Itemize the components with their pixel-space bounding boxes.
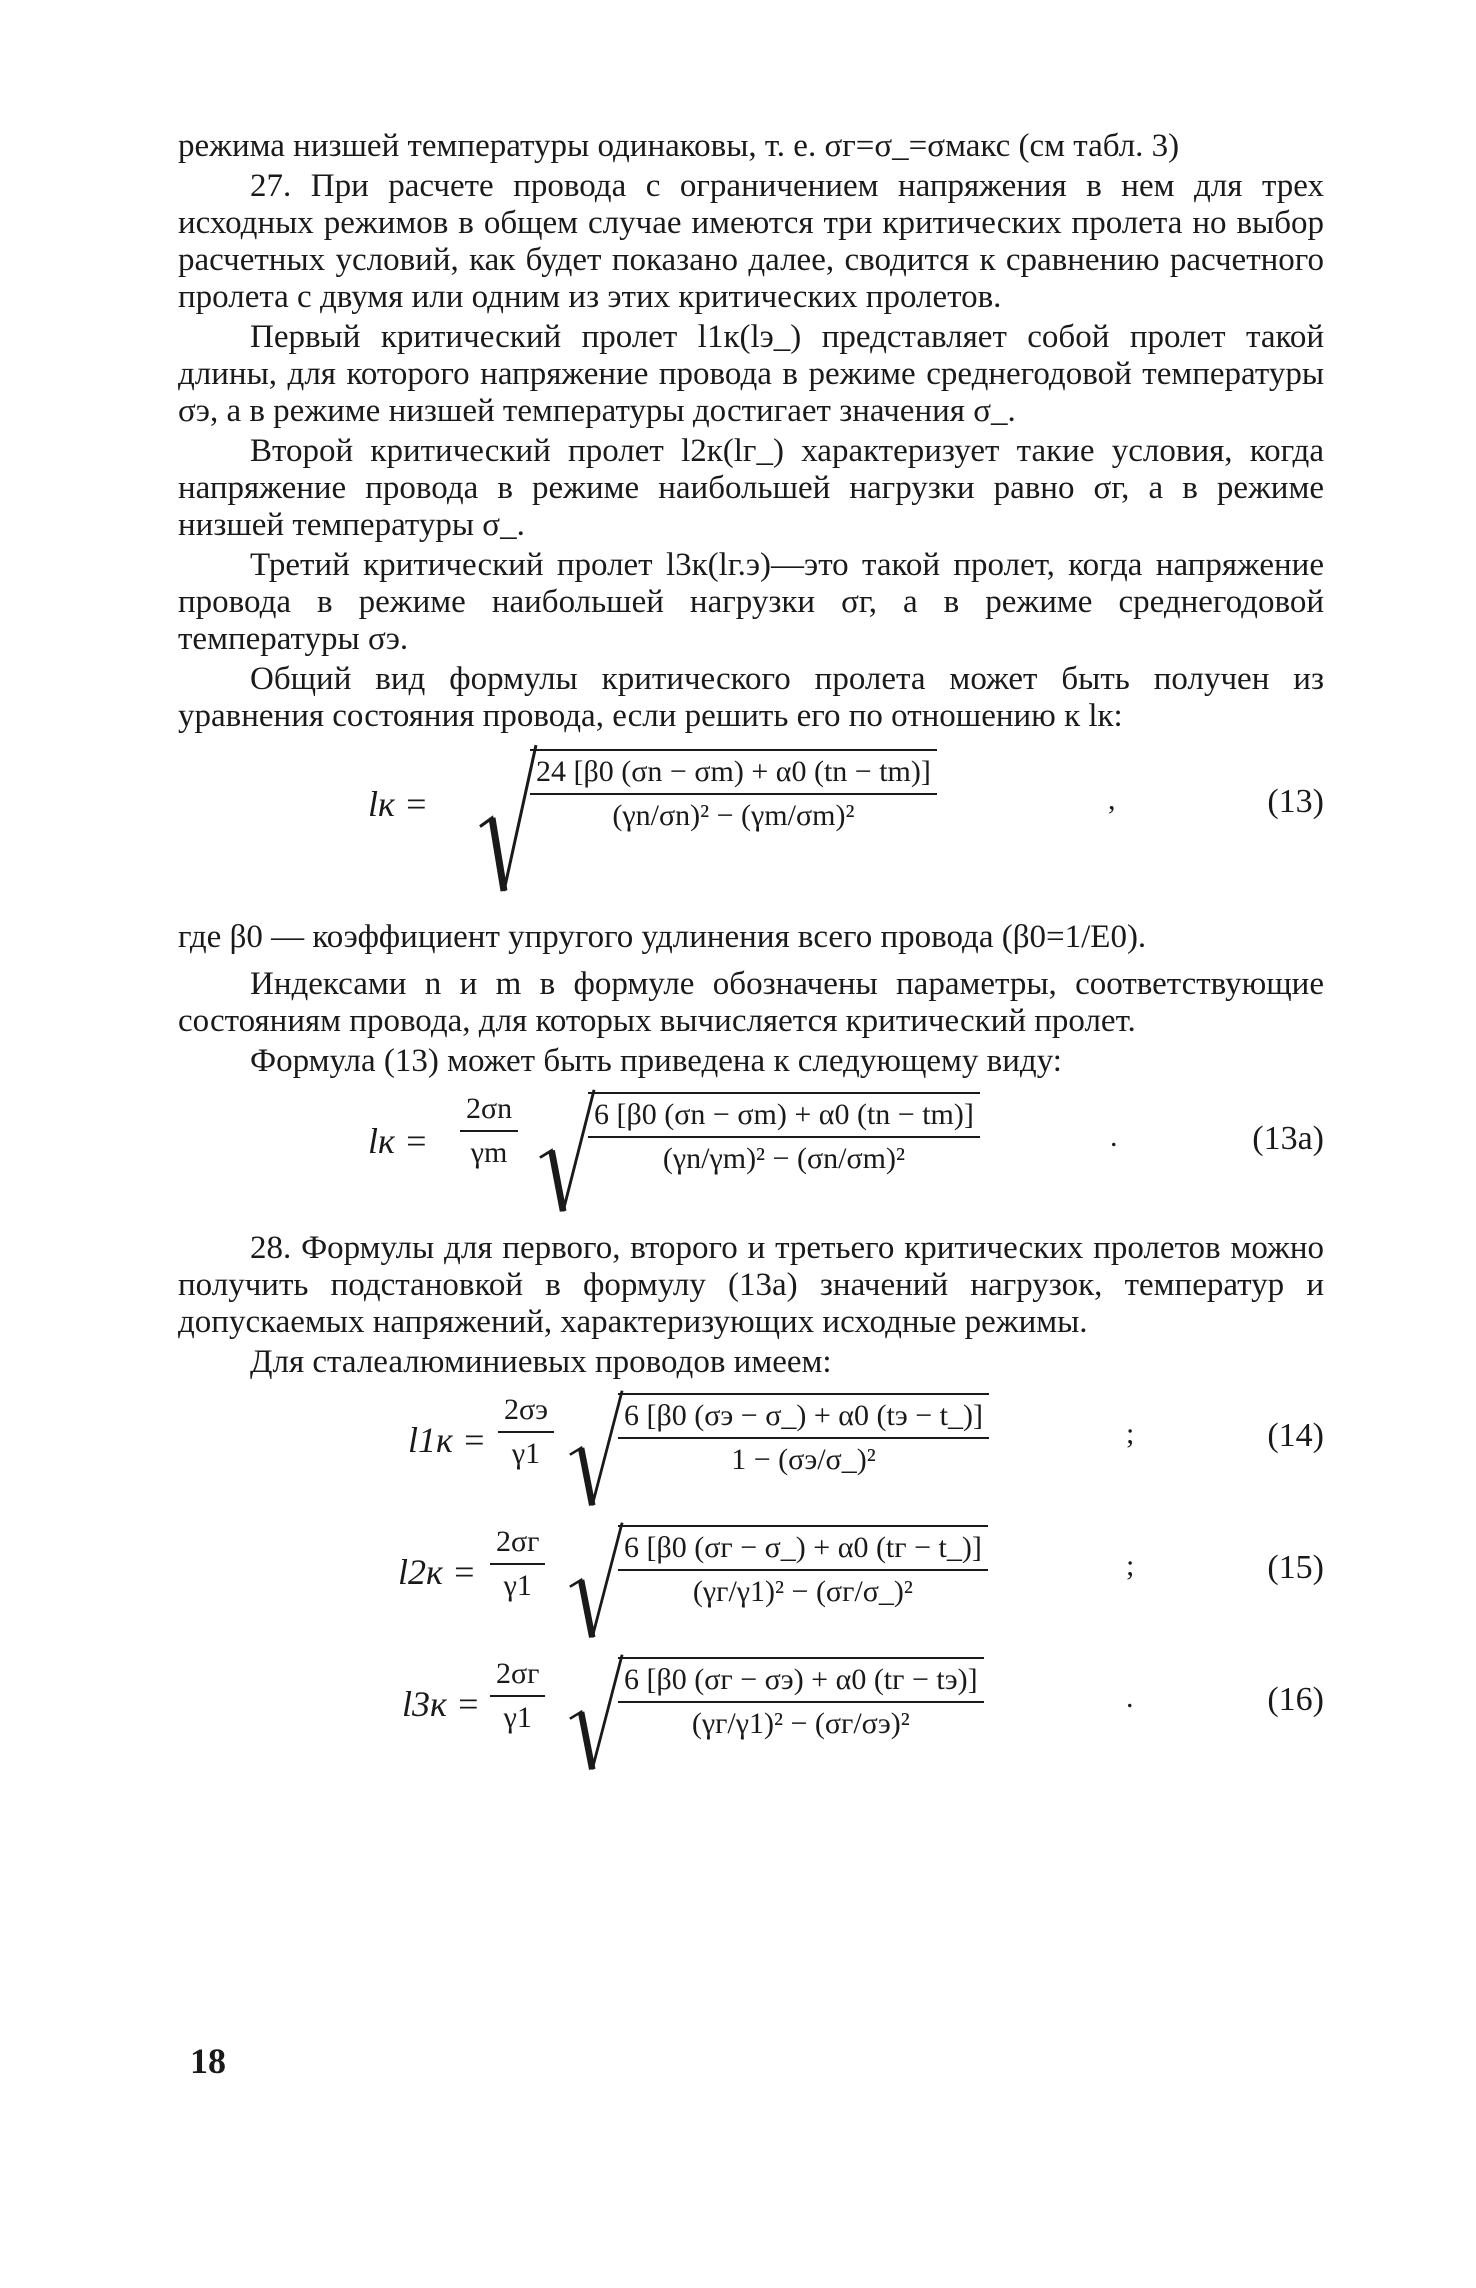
paragraph: Формула (13) может быть приведена к следующему виду:	[250, 1043, 1062, 1079]
formula-lhs: lк =	[368, 784, 429, 824]
radical-sign	[478, 743, 538, 893]
formula-13	[178, 743, 1324, 911]
formula-prefactor	[460, 1092, 518, 1170]
formula-15	[178, 1521, 1324, 1645]
formula-prefactor	[498, 1393, 554, 1471]
formula-punctuation: ;	[1126, 1417, 1135, 1450]
prefactor-numerator: 2σг	[490, 1657, 545, 1697]
formula-punctuation: ;	[1126, 1549, 1135, 1582]
formula-numerator: 6 [β0 (σг − σ_) + α0 (tг − t_)]	[618, 1531, 988, 1571]
formula-denominator: (γn/σn)² − (γm/σm)²	[612, 799, 855, 832]
prefactor-denominator: γm	[470, 1136, 508, 1169]
formula-fraction	[618, 1393, 989, 1477]
formula-lhs: l2к =	[398, 1552, 477, 1592]
formula-fraction	[588, 1092, 980, 1176]
equation-number: (13)	[1267, 783, 1324, 820]
page-number: 18	[190, 2041, 226, 2081]
formula-lhs: lк =	[368, 1121, 429, 1161]
formula-prefactor	[490, 1657, 545, 1735]
page-body	[178, 128, 1324, 1785]
formula-lhs: l1к =	[408, 1420, 487, 1460]
paragraph: Третий критический пролет l3к(lг.э)—это такой пролет, когда напряжение провода в режиме наибольшей нагрузки σг, а в режиме среднегодовой температуры σэ.	[178, 547, 1324, 657]
paragraph: Индексами n и m в формуле обозначены параметры, соответствующие состояниям провода, для которых вычисляется критический пролет.	[178, 966, 1324, 1039]
formula-denominator: (γг/γ1)² − (σг/σэ)²	[691, 1707, 910, 1740]
paragraph: 27. При расчете провода с ограничением напряжения в нем для трех исходных режимов в общем случае имеются три критических пролета но выбор расчетных условий, как будет показано далее, сводится к сравнению расчетного пролета с двумя или одним из этих критических пролетов.	[178, 168, 1324, 315]
formula-13a	[178, 1088, 1324, 1216]
radical-sign	[568, 1653, 624, 1771]
formula-14	[178, 1389, 1324, 1513]
formula-prefactor	[490, 1525, 545, 1603]
formula-fraction	[618, 1525, 988, 1609]
formula-numerator: 6 [β0 (σэ − σ_) + α0 (tэ − t_)]	[618, 1399, 989, 1439]
formula-fraction	[530, 749, 937, 833]
radical-sign	[568, 1389, 624, 1507]
formula-punctuation: .	[1126, 1681, 1134, 1714]
prefactor-numerator: 2σn	[460, 1092, 518, 1132]
prefactor-numerator: 2σг	[490, 1525, 545, 1565]
radical-sign	[568, 1521, 624, 1639]
paragraph: Первый критический пролет l1к(lэ_) представляет собой пролет такой длины, для которого напряжение провода в режиме среднегодовой температуры σэ, а в режиме низшей температуры достигает значения σ_.	[178, 319, 1324, 429]
formula-numerator: 6 [β0 (σn − σm) + α0 (tn − tm)]	[588, 1098, 980, 1138]
prefactor-numerator: 2σэ	[498, 1393, 554, 1433]
formula-denominator: (γn/γm)² − (σn/σm)²	[662, 1142, 905, 1175]
prefactor-denominator: γ1	[511, 1437, 541, 1470]
formula-punctuation: .	[1110, 1120, 1118, 1153]
formula-denominator: (γг/γ1)² − (σг/σ_)²	[692, 1575, 913, 1608]
formula-16	[178, 1653, 1324, 1777]
formula-punctuation: ,	[1108, 783, 1116, 816]
paragraph: Для сталеалюминиевых проводов имеем:	[250, 1344, 832, 1380]
prefactor-denominator: γ1	[503, 1569, 532, 1602]
paragraph: где β0 — коэффициент упругого удлинения всего провода (β0=1/E0).	[178, 919, 1147, 955]
equation-number: (13а)	[1252, 1120, 1324, 1157]
equation-number: (15)	[1267, 1549, 1324, 1586]
prefactor-denominator: γ1	[503, 1701, 532, 1734]
paragraph: Второй критический пролет l2к(lг_) характеризует такие условия, когда напряжение провода в режиме наибольшей нагрузки равно σг, а в режиме низшей температуры σ_.	[178, 433, 1324, 543]
paragraph: 28. Формулы для первого, второго и третьего критических пролетов можно получить подстановкой в формулу (13а) значений нагрузок, температур и допускаемых напряжений, характеризующих исходные режимы.	[178, 1230, 1324, 1340]
formula-fraction	[618, 1657, 984, 1741]
paragraph: Общий вид формулы критического пролета может быть получен из уравнения состояния провода, если решить его по отношению к lк:	[178, 661, 1324, 734]
formula-denominator: 1 − (σэ/σ_)²	[731, 1443, 876, 1476]
formula-lhs: l3к =	[402, 1684, 481, 1724]
paragraph: режима низшей температуры одинаковы, т. е. σг=σ_=σмакс (см табл. 3)	[178, 128, 1180, 164]
formula-numerator: 24 [β0 (σn − σm) + α0 (tn − tm)]	[530, 755, 937, 795]
equation-number: (14)	[1267, 1417, 1324, 1454]
equation-number: (16)	[1267, 1681, 1324, 1718]
formula-numerator: 6 [β0 (σг − σэ) + α0 (tг − tэ)]	[618, 1663, 984, 1703]
